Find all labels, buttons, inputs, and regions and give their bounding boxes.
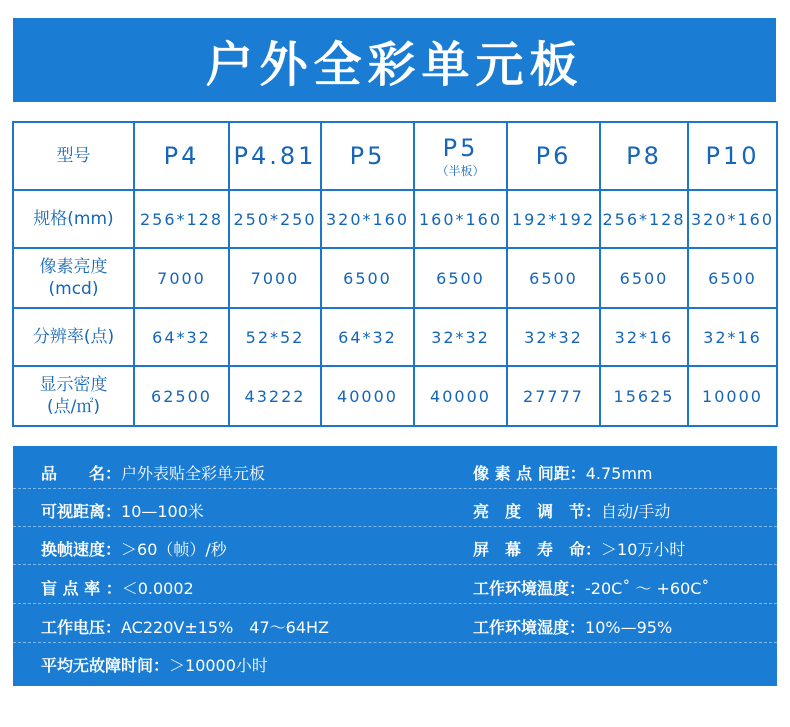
info-blind-spot-rate — [41, 576, 194, 599]
model-header — [600, 122, 688, 190]
table-cell: 320*160 — [688, 190, 777, 248]
row-label — [13, 366, 134, 426]
info-value: ＞10万小时 — [601, 540, 686, 559]
info-value: AC220V±15% 47～64HZ — [121, 618, 330, 637]
title-banner — [13, 18, 776, 102]
info-product-name — [41, 461, 265, 484]
table-cell: 7000 — [134, 248, 229, 308]
table-cell: 7000 — [229, 248, 321, 308]
table-cell: 256*128 — [600, 190, 688, 248]
info-label: 亮 度 调 节： — [473, 502, 602, 521]
table-cell: 6500 — [414, 248, 507, 308]
model-header — [414, 122, 507, 190]
table-cell: 52*52 — [229, 308, 321, 366]
info-label: 工作电压： — [41, 618, 122, 637]
row-label — [13, 190, 134, 248]
row-label — [13, 248, 134, 308]
table-cell: 15625 — [600, 366, 688, 426]
row-label-line2: (点/㎡) — [47, 397, 100, 417]
model-header — [229, 122, 321, 190]
model-name: P6 — [535, 142, 572, 170]
info-frame-rate — [41, 537, 227, 560]
spec-table — [12, 121, 778, 427]
table-cell: 6500 — [507, 248, 600, 308]
model-header — [321, 122, 414, 190]
table-cell: 32*16 — [600, 308, 688, 366]
info-label: 可视距离： — [41, 502, 122, 521]
info-value: 4.75mm — [585, 464, 653, 483]
table-cell: 32*32 — [414, 308, 507, 366]
info-value: 自动/手动 — [601, 502, 671, 521]
model-name: P8 — [626, 142, 662, 170]
info-operating-humidity — [473, 615, 672, 638]
row-divider — [13, 488, 777, 489]
info-label: 像 素 点 间距： — [473, 464, 586, 483]
info-viewing-distance — [41, 499, 204, 522]
table-cell: 64*32 — [321, 308, 414, 366]
table-cell: 250*250 — [229, 190, 321, 248]
row-label-line1: 像素亮度 — [39, 257, 108, 277]
table-header-row — [13, 122, 777, 190]
table-cell: 320*160 — [321, 190, 414, 248]
table-cell: 32*32 — [507, 308, 600, 366]
info-mtbf — [41, 653, 268, 676]
info-label: 平均无故障时间： — [41, 656, 170, 675]
model-name: P5 — [442, 134, 479, 162]
row-label-line1: 分辨率(点) — [32, 327, 115, 347]
model-name: P4.81 — [233, 142, 317, 170]
table-cell: 192*192 — [507, 190, 600, 248]
info-label: 屏 幕 寿 命： — [473, 540, 602, 559]
row-label-line2: (mcd) — [48, 279, 99, 299]
table-cell: 256*128 — [134, 190, 229, 248]
info-value: 10—100米 — [121, 502, 204, 521]
info-label: 工作环境温度： — [473, 579, 586, 598]
info-operating-temp — [473, 576, 709, 599]
info-value: ＞10000小时 — [169, 656, 268, 675]
info-pixel-pitch — [473, 461, 653, 484]
row-label — [13, 308, 134, 366]
page-title: 户外全彩单元板 — [205, 36, 584, 93]
table-row — [13, 308, 777, 366]
info-value: 户外表贴全彩单元板 — [121, 464, 266, 483]
row-divider — [13, 642, 777, 643]
table-cell: 40000 — [414, 366, 507, 426]
model-name: P5 — [349, 142, 386, 170]
table-cell: 43222 — [229, 366, 321, 426]
spec-info-panel — [13, 446, 777, 686]
row-label-line1: 规格(mm) — [33, 209, 114, 229]
table-cell: 27777 — [507, 366, 600, 426]
info-label: 盲 点 率 ： — [41, 579, 122, 598]
info-value: ＜0.0002 — [121, 579, 194, 598]
table-cell: 6500 — [688, 248, 777, 308]
table-row — [13, 248, 777, 308]
header-label: 型号 — [56, 146, 91, 166]
info-screen-lifespan — [473, 537, 685, 560]
table-cell: 62500 — [134, 366, 229, 426]
row-divider — [13, 564, 777, 565]
table-row — [13, 366, 777, 426]
table-cell: 160*160 — [414, 190, 507, 248]
info-value: ＞60（帧）/秒 — [121, 540, 227, 559]
row-divider — [13, 526, 777, 527]
info-working-voltage — [41, 615, 329, 638]
info-label: 工作环境湿度： — [473, 618, 586, 637]
info-value: 10%—95% — [585, 618, 673, 637]
model-name: P10 — [705, 142, 760, 170]
model-header — [507, 122, 600, 190]
table-cell: 32*16 — [688, 308, 777, 366]
model-header — [134, 122, 229, 190]
row-divider — [13, 603, 777, 604]
model-name: P4 — [163, 142, 200, 170]
model-header — [688, 122, 777, 190]
info-brightness-adjust — [473, 499, 670, 522]
table-cell: 40000 — [321, 366, 414, 426]
table-cell: 64*32 — [134, 308, 229, 366]
table-cell: 6500 — [321, 248, 414, 308]
header-label-cell — [13, 122, 134, 190]
model-sub: （半板） — [436, 164, 485, 178]
info-label: 换帧速度： — [41, 540, 122, 559]
table-cell: 10000 — [688, 366, 777, 426]
row-label-line1: 显示密度 — [39, 375, 108, 395]
info-value: -20C˚ ～ +60C˚ — [585, 579, 710, 598]
table-cell: 6500 — [600, 248, 688, 308]
info-label: 品 名： — [41, 464, 122, 483]
table-row — [13, 190, 777, 248]
